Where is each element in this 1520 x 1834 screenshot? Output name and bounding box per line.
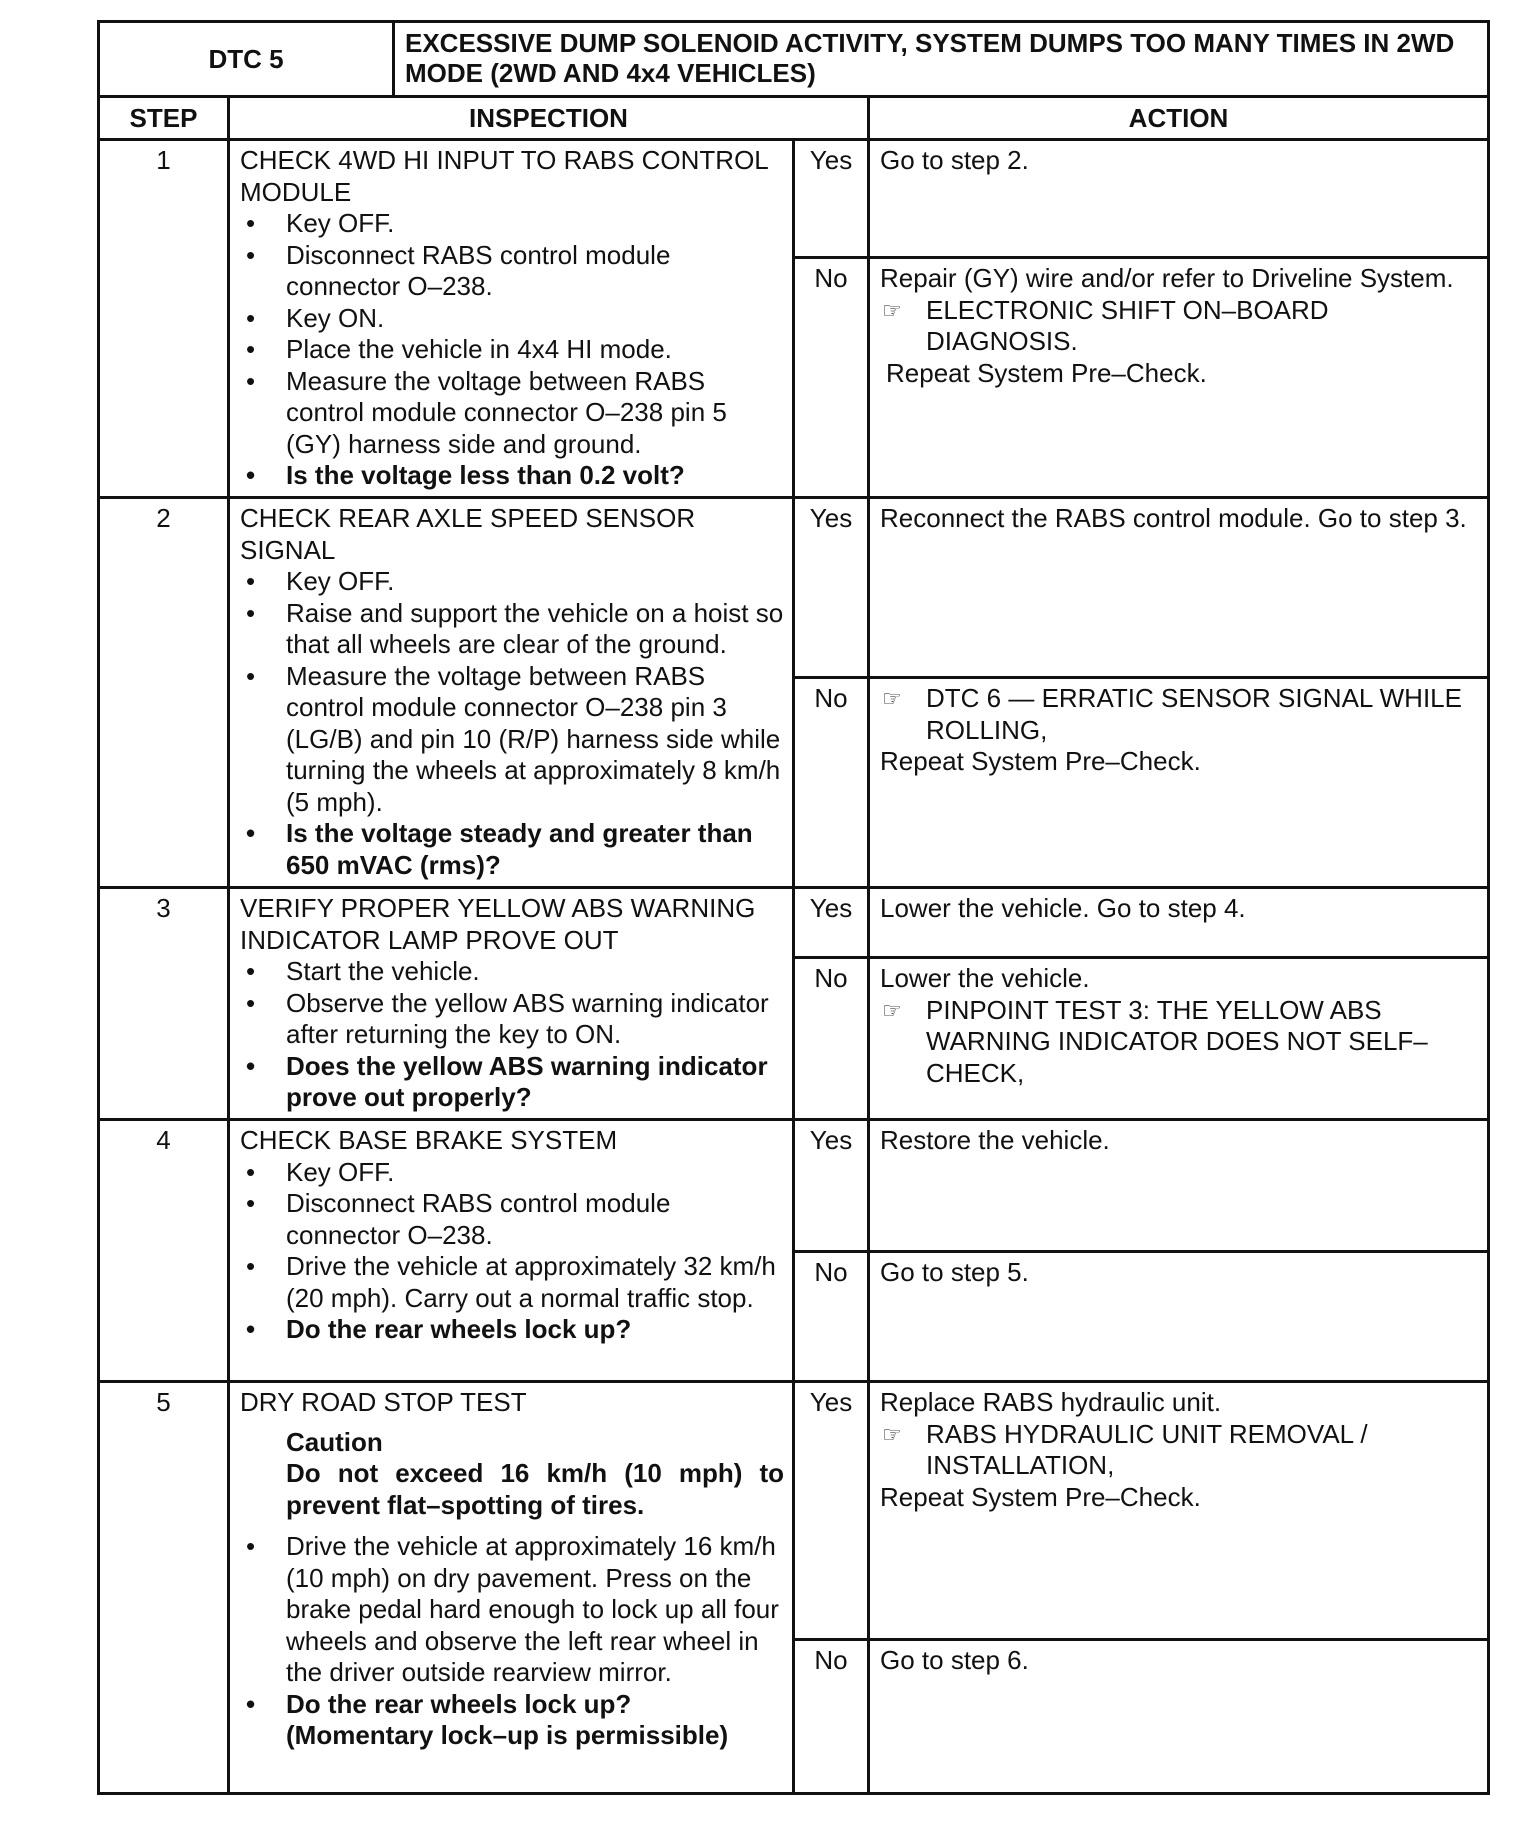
step-bullets: [240, 956, 784, 1114]
yes-action: Go to step 2.: [869, 140, 1489, 258]
step-bullets: [240, 208, 784, 492]
bullet-dot-icon: •: [246, 334, 256, 364]
step-4-inspection: [229, 1120, 794, 1382]
bullet-dot-icon: •: [246, 1188, 256, 1218]
reference: ☞ RABS HYDRAULIC UNIT REMOVAL / INSTALLATION,: [882, 1418, 1368, 1480]
yes-label: Yes: [794, 888, 869, 958]
step-question: • Is the voltage less than 0.2 volt?: [246, 460, 685, 490]
bullet-dot-icon: •: [246, 208, 256, 238]
list-item: • Drive the vehicle at approximately 32 km/h (20 mph). Carry out a normal traffic stop.: [246, 1251, 776, 1313]
bullet-dot-icon: •: [246, 1688, 256, 1719]
bullet-dot-icon: •: [246, 566, 256, 596]
step-3-inspection: [229, 888, 794, 1120]
reference: ☞ ELECTRONIC SHIFT ON–BOARD DIAGNOSIS.: [882, 294, 1329, 356]
step-title: CHECK BASE BRAKE SYSTEM: [240, 1125, 618, 1155]
no-label: No: [794, 1252, 869, 1382]
list-item: • Raise and support the vehicle on a hoist so that all wheels are clear of the ground.: [246, 597, 784, 659]
list-item: • Place the vehicle in 4x4 HI mode.: [246, 334, 672, 364]
column-header-action: ACTION: [869, 97, 1489, 140]
dtc-title: EXCESSIVE DUMP SOLENOID ACTIVITY, SYSTEM DUMPS TOO MANY TIMES IN 2WD MODE (2WD AND 4x4 VEHICLES): [394, 22, 1489, 97]
list-item: • Start the vehicle.: [246, 956, 480, 986]
step-bullets: [240, 1531, 784, 1752]
step-title: CHECK 4WD HI INPUT TO RABS CONTROL MODULE: [240, 145, 768, 207]
bullet-dot-icon: •: [246, 1251, 256, 1281]
list-item: • Key ON.: [246, 302, 385, 333]
pointing-hand-icon: ☞: [882, 1421, 902, 1447]
caution-note: [240, 1427, 784, 1522]
list-item: • Drive the vehicle at approximately 16 km/h (10 mph) on dry pavement. Press on the brake pedal hard enough to lock up all four wheels and observe the left rear wheel in the driver outside rearview mirror.: [246, 1531, 779, 1687]
no-label: No: [794, 678, 869, 888]
bullet-dot-icon: •: [246, 1156, 256, 1187]
caution-label: Caution: [286, 1426, 383, 1457]
step-bullets: [240, 1157, 784, 1346]
step-1-inspection: [229, 140, 794, 498]
bullet-dot-icon: •: [246, 818, 256, 848]
step-question: • Is the voltage steady and greater than 650 mVAC (rms)?: [246, 818, 753, 880]
yes-label: Yes: [794, 498, 869, 678]
yes-action: Lower the vehicle. Go to step 4.: [869, 888, 1489, 958]
yes-label: Yes: [794, 140, 869, 258]
bullet-dot-icon: •: [246, 956, 256, 986]
bullet-dot-icon: •: [246, 460, 256, 490]
reference: ☞ DTC 6 — ERRATIC SENSOR SIGNAL WHILE ROLLING,: [882, 683, 1462, 745]
step-question: • Do the rear wheels lock up?: [246, 1314, 632, 1344]
column-header-inspection: INSPECTION: [229, 97, 869, 140]
no-label: No: [794, 1640, 869, 1794]
list-item: • Measure the voltage between RABS control module connector O–238 pin 3 (LG/B) and pin 10 (R/P) harness side while turning the wheels at approximately 8 km/h (5 mph).: [246, 660, 781, 817]
yes-action: Restore the vehicle.: [869, 1120, 1489, 1252]
bullet-dot-icon: •: [246, 597, 256, 628]
caution-text: Do not exceed 16 km/h (10 mph) to prevent flat–spotting of tires.: [286, 1458, 784, 1520]
list-item: • Key OFF.: [246, 208, 395, 238]
pointing-hand-icon: ☞: [882, 997, 902, 1023]
diagnostic-table: [97, 20, 1490, 1795]
no-label: No: [794, 958, 869, 1120]
list-item: • Observe the yellow ABS warning indicator after returning the key to ON.: [246, 987, 769, 1049]
bullet-dot-icon: •: [246, 660, 256, 691]
dtc-table-sheet: [97, 20, 1487, 1795]
step-title: CHECK REAR AXLE SPEED SENSOR SIGNAL: [240, 503, 696, 565]
step-title: VERIFY PROPER YELLOW ABS WARNING INDICATOR LAMP PROVE OUT: [240, 893, 756, 955]
reference: ☞ PINPOINT TEST 3: THE YELLOW ABS WARNING INDICATOR DOES NOT SELF–CHECK,: [882, 994, 1428, 1088]
step-5-inspection: [229, 1382, 794, 1794]
bullet-dot-icon: •: [246, 365, 256, 396]
yes-action: Reconnect the RABS control module. Go to step 3.: [869, 498, 1489, 678]
step-number: 2: [99, 498, 229, 888]
bullet-dot-icon: •: [246, 1314, 256, 1344]
yes-action: Replace RABS hydraulic unit. ☞ RABS HYDRAULIC UNIT REMOVAL / INSTALLATION, Repeat System Pre–Check.: [869, 1382, 1489, 1640]
step-title: DRY ROAD STOP TEST: [240, 1387, 527, 1417]
column-header-step: STEP: [99, 97, 229, 140]
yes-label: Yes: [794, 1382, 869, 1640]
no-action: Lower the vehicle. ☞ PINPOINT TEST 3: THE YELLOW ABS WARNING INDICATOR DOES NOT SELF–CHECK,: [869, 958, 1489, 1120]
step-question: • Does the yellow ABS warning indicator prove out properly?: [246, 1050, 768, 1112]
bullet-dot-icon: •: [246, 1531, 256, 1561]
list-item: • Key OFF.: [246, 566, 395, 596]
no-action: Go to step 6.: [869, 1640, 1489, 1794]
list-item: • Disconnect RABS control module connector O–238.: [246, 239, 671, 301]
no-action: Repair (GY) wire and/or refer to Driveline System. ☞ ELECTRONIC SHIFT ON–BOARD DIAGNOSIS. Repeat System Pre–Check.: [869, 258, 1489, 498]
no-action: Go to step 5.: [869, 1252, 1489, 1382]
no-action: ☞ DTC 6 — ERRATIC SENSOR SIGNAL WHILE ROLLING, Repeat System Pre–Check.: [869, 678, 1489, 888]
step-number: 3: [99, 888, 229, 1120]
step-2-inspection: [229, 498, 794, 888]
step-number: 1: [99, 140, 229, 498]
list-item: • Key OFF.: [246, 1156, 395, 1187]
dtc-code: DTC 5: [99, 22, 394, 97]
list-item: • Measure the voltage between RABS control module connector O–238 pin 5 (GY) harness side and ground.: [246, 365, 727, 459]
pointing-hand-icon: ☞: [882, 686, 902, 711]
step-bullets: [240, 566, 784, 881]
bullet-dot-icon: •: [246, 987, 256, 1018]
bullet-dot-icon: •: [246, 239, 256, 270]
bullet-dot-icon: •: [246, 302, 256, 333]
list-item: • Disconnect RABS control module connector O–238.: [246, 1188, 671, 1250]
pointing-hand-icon: ☞: [882, 297, 902, 323]
no-label: No: [794, 258, 869, 498]
bullet-dot-icon: •: [246, 1050, 256, 1081]
step-number: 5: [99, 1382, 229, 1794]
step-number: 4: [99, 1120, 229, 1382]
yes-label: Yes: [794, 1120, 869, 1252]
step-question: • Do the rear wheels lock up? (Momentary lock–up is permissible): [246, 1688, 729, 1750]
